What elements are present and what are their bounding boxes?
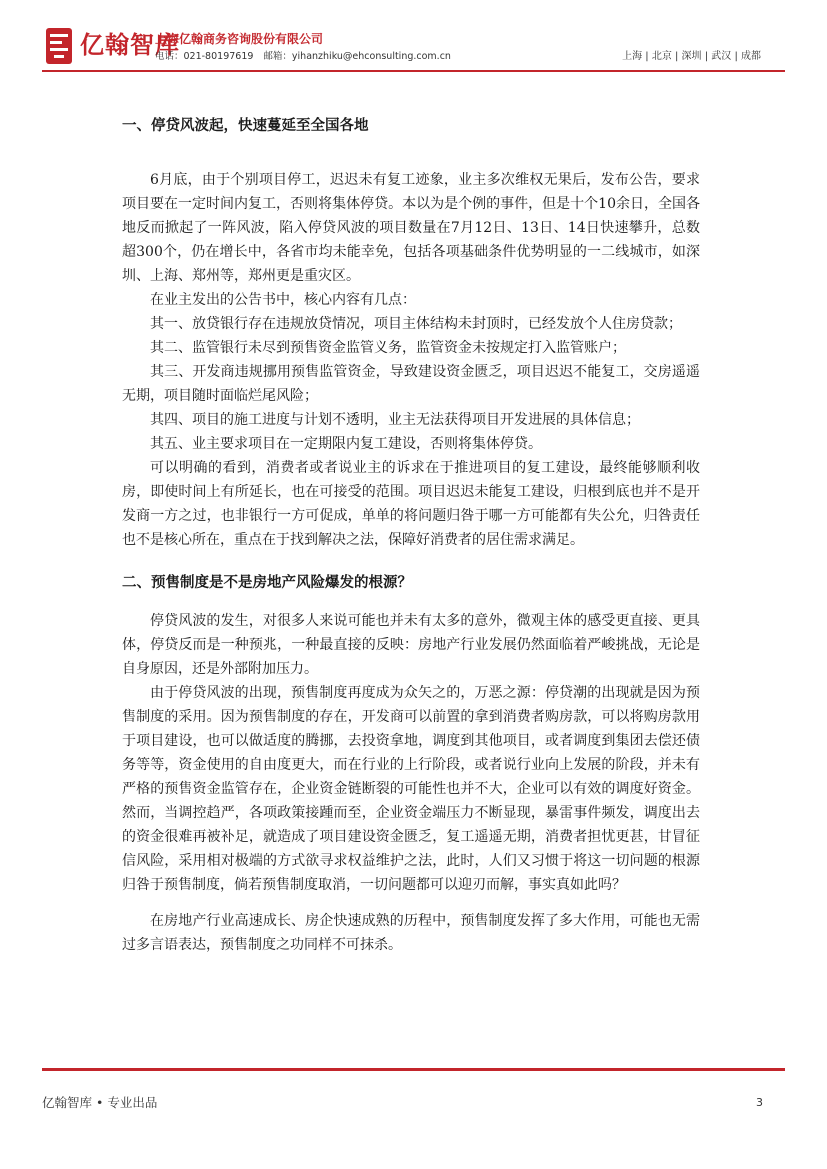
paragraph: 6月底，由于个别项目停工，迟迟未有复工迹象，业主多次维权无果后，发布公告，要求项目要在一定时间内复工，否则将集体停贷。本以为是个例的事件，但是十个10余日，全国各地反而掀起了一阵风波，陷入停贷风波的项目数量在7月12日、13日、14日快速攀升，总数超300个，仍在增长中，各省市均未能幸免，包括各项基础条件优势明显的一二线城市，如深圳、上海、郑州等，郑州更是重灾区。 [122, 172, 700, 284]
section-2-heading: 二、预售制度是不是房地产风险爆发的根源？ [122, 574, 412, 591]
paragraph: 由于停贷风波的出现，预售制度再度成为众矢之的，万恶之源：停贷潮的出现就是因为预售制度的采用。因为预售制度的存在，开发商可以前置的拿到消费者购房款，可以将购房款用于项目建设，也可以做适度的腾挪，去投资拿地，调度到其他项目，或者调度到集团去偿还债务等等，资金使用的自由度更大，而在行业的上行阶段，或者说行业向上发展的阶段，并未有严格的预售资金监管存在，企业资金链断裂的可能性也并不大，企业可以有效的调度好资金。然而，当调控趋严，各项政策接踵而至，企业资金端压力不断显现，暴雷事件频发，调度出去的资金很难再被补足，就造成了项目建设资金匮乏，复工遥遥无期，消费者担忧更甚，甘冒征信风险，采用相对极端的方式欲寻求权益维护之法，此时，人们又习惯于将这一切问题的根源归咎于预售制度，倘若预售制度取消，一切问题都可以迎刃而解，事实真如此吗？ [122, 685, 700, 893]
paragraph: 其五、业主要求项目在一定期限内复工建设，否则将集体停贷。 [150, 436, 542, 452]
footer-divider [42, 1068, 785, 1071]
section-1-heading: 一、停贷风波起，快速蔓延至全国各地 [122, 117, 369, 134]
page-header [0, 0, 827, 78]
page-number: 3 [756, 1096, 763, 1109]
paragraph: 可以明确的看到，消费者或者说业主的诉求在于推进项目的复工建设，最终能够顺利收房，即使时间上有所延长，也在可接受的范围。项目迟迟未能复工建设，归根到底也并不是开发商一方之过，也非银行一方可促成，单单的将问题归咎于哪一方可能都有失公允，归咎责任也不是核心所在，重点在于找到解决之法，保障好消费者的居住需求满足。 [122, 460, 700, 548]
article-body [122, 112, 700, 957]
paragraph: 在业主发出的公告书中，核心内容有几点： [150, 292, 416, 308]
paragraph: 在房地产行业高速成长、房企快速成熟的历程中，预售制度发挥了多大作用，可能也无需过多言语表达，预售制度之功同样不可抹杀。 [122, 913, 700, 953]
phone-number: 电话：021-80197619 [155, 51, 254, 62]
paragraph: 其三、开发商违规挪用预售监管资金，导致建设资金匮乏，项目迟迟不能复工，交房遥遥无期，项目随时面临烂尾风险； [122, 364, 700, 404]
office-cities: 上海 | 北京 | 深圳 | 武汉 | 成都 [622, 51, 761, 62]
header-divider [42, 70, 785, 72]
company-name: 上海亿翰商务咨询股份有限公司 [155, 32, 324, 46]
paragraph: 其一、放贷银行存在违规放贷情况，项目主体结构未封顶时，已经发放个人住房贷款； [150, 316, 682, 332]
email-address: 邮箱：yihanzhiku@ehconsulting.com.cn [263, 51, 451, 62]
company-logo-icon [42, 26, 76, 66]
paragraph: 停贷风波的发生，对很多人来说可能也并未有太多的意外，微观主体的感受更直接、更具体，停贷反而是一种预兆，一种最直接的反映：房地产行业发展仍然面临着严峻挑战，无论是自身原因，还是外部附加压力。 [122, 613, 700, 677]
paragraph: 其二、监管银行未尽到预售资金监管义务，监管资金未按规定打入监管账户； [150, 340, 626, 356]
brand-name: 亿翰智库 [80, 31, 180, 59]
contact-info [155, 50, 461, 64]
footer-brand: 亿翰智库 • 专业出品 [42, 1095, 158, 1110]
paragraph: 其四、项目的施工进度与计划不透明，业主无法获得项目开发进展的具体信息； [150, 412, 640, 428]
